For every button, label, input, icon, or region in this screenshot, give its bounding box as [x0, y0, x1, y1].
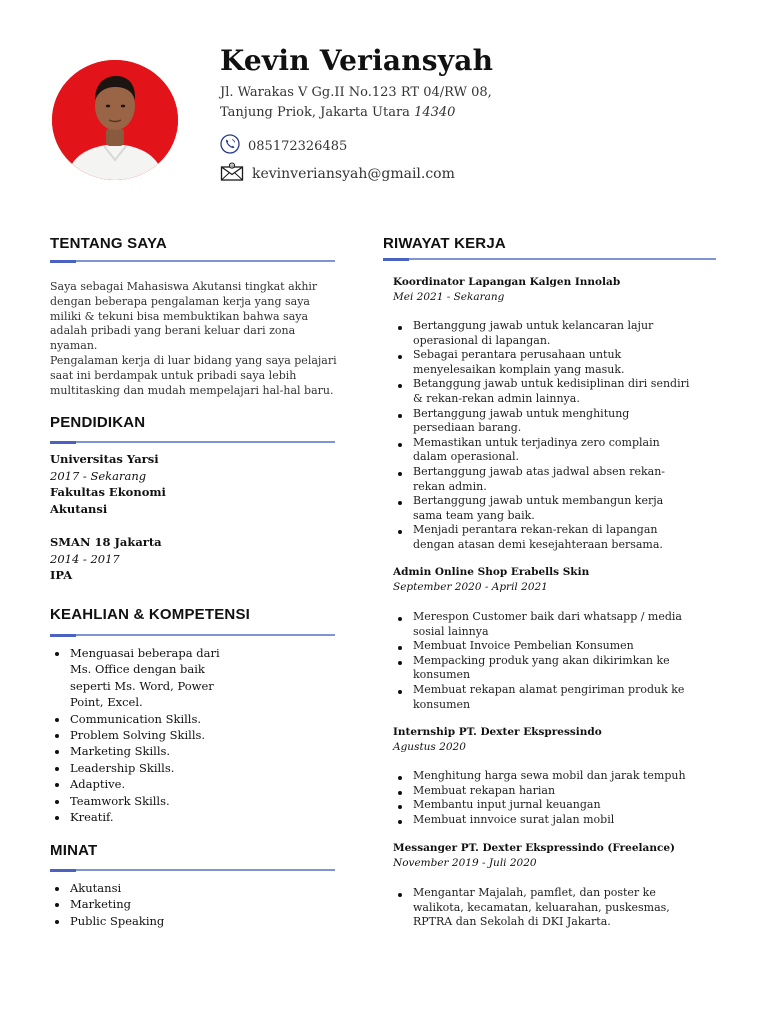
full-name: Kevin Veriansyah [220, 44, 494, 77]
school-period: 2017 - Sekarang [50, 468, 147, 483]
list-item: Membuat innvoice surat jalan mobil [393, 813, 693, 828]
address-line-1: Jl. Warakas V Gg.II No.123 RT 04/RW 08, [220, 85, 492, 100]
email-address: kevinveriansyah@gmail.com [252, 166, 455, 182]
list-item: Leadership Skills. [50, 760, 250, 776]
address-city: Tanjung Priok, Jakarta Utara [220, 105, 410, 120]
list-item: Membuat Invoice Pembelian Konsumen [393, 639, 693, 654]
job-period: Agustus 2020 [393, 741, 466, 753]
school-name: SMAN 18 Jakarta [50, 535, 162, 549]
work-divider [383, 258, 716, 260]
list-item: Memastikan untuk terjadinya zero complain dalam operasional. [393, 436, 693, 465]
email-icon [220, 162, 244, 186]
job-title: Internship PT. Dexter Ekspressindo [393, 726, 602, 738]
list-item: Menghitung harga sewa mobil dan jarak tempuh [393, 769, 693, 784]
interests-heading: MINAT [50, 842, 98, 859]
list-item: Problem Solving Skills. [50, 727, 250, 743]
list-item: Betanggung jawab untuk kedisiplinan diri sendiri & rekan-rekan admin lainnya. [393, 377, 693, 406]
about-text: Saya sebagai Mahasiswa Akutansi tingkat akhir dengan beberapa pengalaman kerja yang saya miliki & tekuni bisa membuktikan bahwa saya adalah pribadi yang berani keluar dari zona nyaman. Pengalaman kerja di luar bidang yang saya pelajari saat ini berdampak untuk pribadi saya lebih multitasking dan mudah mempelajari hal-hal baru. [50, 280, 337, 397]
list-item: Adaptive. [50, 776, 250, 792]
education-divider [50, 441, 335, 443]
list-item: Marketing Skills. [50, 743, 250, 759]
list-item: Membuat rekapan alamat pengiriman produk ke konsumen [393, 683, 693, 712]
school-detail: Akutansi [50, 501, 108, 516]
email-contact [220, 162, 455, 186]
list-item: Akutansi [50, 880, 250, 896]
school-period: 2014 - 2017 [50, 551, 120, 566]
postal-code: 14340 [414, 105, 456, 120]
phone-contact [220, 134, 347, 158]
list-item: Marketing [50, 896, 250, 912]
school-detail: IPA [50, 568, 73, 583]
skills-list [50, 645, 250, 825]
job-period: September 2020 - April 2021 [393, 581, 548, 593]
phone-icon [220, 134, 240, 158]
list-item: Mempacking produk yang akan dikirimkan ke konsumen [393, 654, 693, 683]
school-name: Universitas Yarsi [50, 452, 159, 466]
list-item: Merespon Customer baik dari whatsapp / media sosial lainnya [393, 610, 693, 639]
list-item: Bertanggung jawab atas jadwal absen rekan-rekan admin. [393, 465, 693, 494]
education-entry [50, 534, 162, 584]
job-duties [393, 769, 693, 827]
profile-photo [52, 60, 178, 180]
job-duties [393, 610, 693, 712]
list-item: Membuat rekapan harian [393, 784, 693, 799]
job-title: Admin Online Shop Erabells Skin [393, 566, 590, 578]
list-item: Bertanggung jawab untuk membangun kerja sama team yang baik. [393, 494, 693, 523]
address [220, 83, 492, 123]
job-period: Mei 2021 - Sekarang [393, 291, 505, 303]
about-heading: TENTANG SAYA [50, 235, 167, 252]
list-item: Sebagai perantara perusahaan untuk menyelesaikan komplain yang masuk. [393, 348, 693, 377]
education-entry [50, 451, 166, 517]
list-item: Menjadi perantara rekan-rekan di lapangan dengan atasan demi kesejahteraan bersama. [393, 523, 693, 552]
school-detail: Fakultas Ekonomi [50, 485, 166, 500]
person-portrait-image [52, 60, 178, 180]
education-heading: PENDIDIKAN [50, 414, 146, 431]
work-heading: RIWAYAT KERJA [383, 235, 506, 252]
skills-heading: KEAHLIAN & KOMPETENSI [50, 606, 251, 623]
list-item: Menguasai beberapa dari Ms. Office dengan baik seperti Ms. Word, Power Point, Excel. [50, 645, 240, 711]
interests-list [50, 880, 250, 929]
address-line-2 [220, 103, 492, 123]
job-duties [393, 886, 693, 930]
list-item: Communication Skills. [50, 711, 250, 727]
about-divider [50, 260, 335, 262]
list-item: Mengantar Majalah, pamflet, dan poster ke walikota, kecamatan, keluarahan, puskesmas, RPTRA dan Sekolah di DKI Jakarta. [393, 886, 693, 930]
list-item: Bertanggung jawab untuk menghitung persediaan barang. [393, 407, 693, 436]
job-title: Koordinator Lapangan Kalgen Innolab [393, 276, 621, 288]
list-item: Teamwork Skills. [50, 793, 250, 809]
job-period: November 2019 - Juli 2020 [393, 857, 537, 869]
list-item: Public Speaking [50, 913, 250, 929]
list-item: Bertanggung jawab untuk kelancaran lajur operasional di lapangan. [393, 319, 693, 348]
interests-divider [50, 869, 335, 871]
list-item: Membantu input jurnal keuangan [393, 798, 693, 813]
phone-number: 085172326485 [248, 138, 348, 154]
skills-divider [50, 634, 335, 636]
svg-text:@: @ [229, 164, 235, 170]
job-duties [393, 319, 693, 553]
list-item: Kreatif. [50, 809, 250, 825]
job-title: Messanger PT. Dexter Ekspressindo (Freelance) [393, 842, 675, 854]
